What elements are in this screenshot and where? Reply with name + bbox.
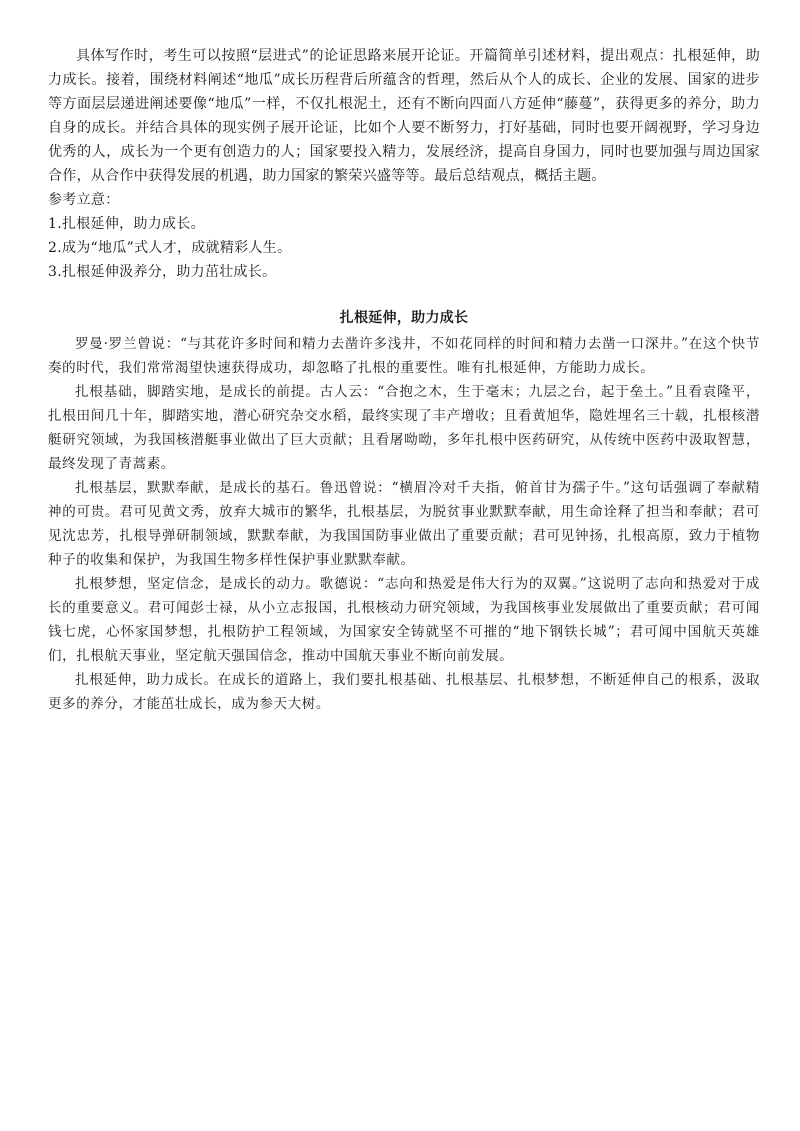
writing-guide-section [48, 44, 760, 284]
reference-theme-item: 2.成为“地瓜”式人才，成就精彩人生。 [48, 240, 292, 256]
sample-essay-section [48, 306, 760, 716]
essay-paragraph: 扎根延伸，助力成长。在成长的道路上，我们要扎根基础、扎根基层、扎根梦想，不断延伸自己的根系，汲取更多的养分，才能茁壮成长，成为参天大树。 [48, 672, 760, 712]
essay-paragraph: 罗曼·罗兰曾说：“与其花许多时间和精力去凿许多浅井，不如花同样的时间和精力去凿一口深井。”在这个快节奏的时代，我们常常渴望快速获得成功，却忽略了扎根的重要性。唯有扎根延伸，方能助力成长。 [48, 336, 760, 376]
reference-theme-item: 3.扎根延伸汲养分，助力茁壮成长。 [48, 264, 277, 280]
reference-theme-label: 参考立意： [48, 192, 120, 208]
essay-paragraph: 扎根梦想，坚定信念，是成长的动力。歌德说：“志向和热爱是伟大行为的双翼。”这说明了志向和热爱对于成长的重要意义。君可闻彭士禄，从小立志报国，扎根核动力研究领域，为我国核事业发展做出了重要贡献；君可闻钱七虎，心怀家国梦想，扎根防护工程领域，为国家安全铸就坚不可摧的“地下钢铁长城”；君可闻中国航天英雄们，扎根航天事业，坚定航天强国信念，推动中国航天事业不断向前发展。 [48, 576, 760, 664]
writing-guide-paragraph: 具体写作时，考生可以按照“层进式”的论证思路来展开论证。开篇简单引述材料，提出观点：扎根延伸，助力成长。接着，围绕材料阐述“地瓜”成长历程背后所蕴含的哲理，然后从个人的成长、企业的发展、国家的进步等方面层层递进阐述要像“地瓜”一样，不仅扎根泥土，还有不断向四面八方延伸“藤蔓”，获得更多的养分，助力自身的成长。并结合具体的现实例子展开论证，比如个人要不断努力，打好基础，同时也要开阔视野，学习身边优秀的人，成长为一个更有创造力的人；国家要投入精力，发展经济，提高自身国力，同时也要加强与周边国家合作，从合作中获得发展的机遇，助力国家的繁荣兴盛等等。最后总结观点，概括主题。 [48, 48, 760, 184]
essay-paragraph: 扎根基层，默默奉献，是成长的基石。鲁迅曾说：“横眉冷对千夫指，俯首甘为孺子牛。”这句话强调了奉献精神的可贵。君可见黄文秀，放弃大城市的繁华，扎根基层，为脱贫事业默默奉献，用生命诠释了担当和奉献；君可见沈忠芳，扎根导弹研制领域，默默奉献，为我国国防事业做出了重要贡献；君可见钟扬，扎根高原，致力于植物种子的收集和保护，为我国生物多样性保护事业默默奉献。 [48, 480, 760, 568]
reference-theme-item: 1.扎根延伸，助力成长。 [48, 216, 205, 232]
essay-paragraph: 扎根基础，脚踏实地，是成长的前提。古人云：“合抱之木，生于毫末；九层之台，起于垒土。”且看袁隆平，扎根田间几十年，脚踏实地，潜心研究杂交水稻，最终实现了丰产增收；且看黄旭华，隐姓埋名三十载，扎根核潜艇研究领域，为我国核潜艇事业做出了巨大贡献；且看屠呦呦，多年扎根中医药研究，从传统中医药中汲取智慧，最终发现了青蒿素。 [48, 384, 760, 472]
essay-title: 扎根延伸，助力成长 [339, 310, 469, 326]
document-page [48, 44, 760, 716]
